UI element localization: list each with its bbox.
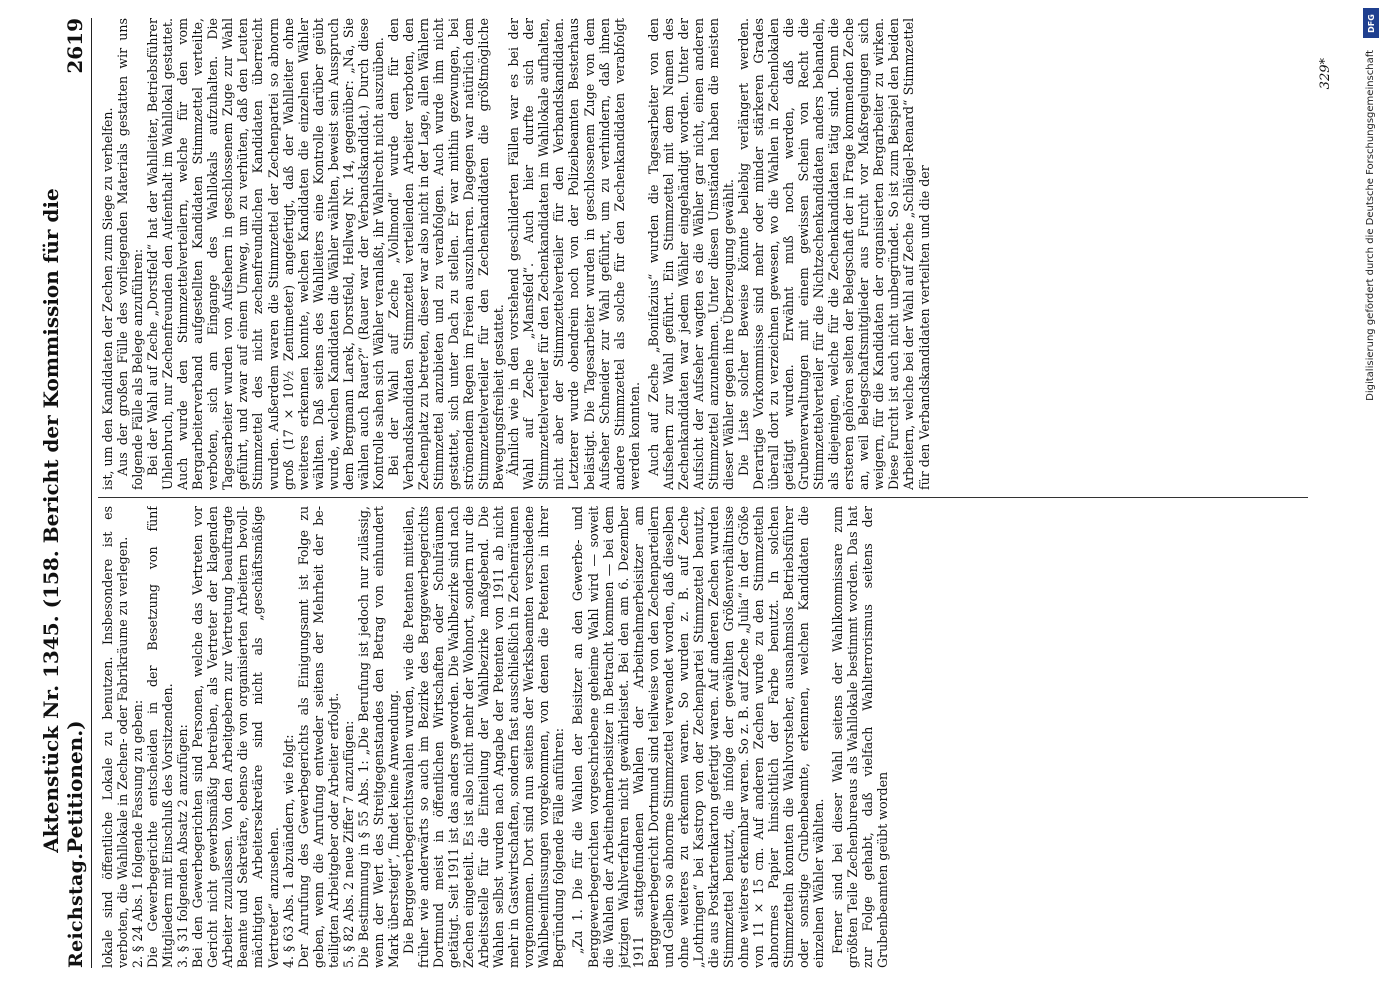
paragraph: Die Berggewerbegerichtswahlen wurden, wie die Petenten mitteilen, früher wie anderwärts so auch im Bezirke des Berggewerbegerichts Dortmund meist in öffentlichen Wirtschaften oder Schulräumen getätigt. Seit 1911 ist das anders geworden. Die Wahlbezirke sind nach Zechen eingeteilt. Es ist also nicht mehr der Wohnort, sondern nur die Arbeitsstelle für die Einteilung der Wahlbezirke maßgebend. Die Wahlen selbst wurden nach Angabe der Petenten von 1911 ab nicht mehr in Gastwirtschaften, sondern fast ausschließlich in Zechenräumen vorgenommen. Dort sind nun seitens der Werksbeamten verschiedene Wahlbeeinflussungen vorgekommen, von denen die Petenten in ihrer Begründung folgende Fälle anführen: [400,506,567,968]
paragraph: Ferner sind bei dieser Wahl seitens der Wahlkommissare zum größten Teile Zechenbureaus als Wahllokale bestimmt worden. Das hat zur Folge gehabt, daß vielfach Wahlterrorismus seitens der Grubenbeamten geübt worden [830,506,891,968]
column-divider [98,497,1308,498]
page-header [39,18,92,968]
paragraph: Bei den Gewerbegerichten sind Personen, welche das Vertreten vor Gericht nicht gewerbsmäßig betreiben, als Vertreter der klagenden Arbeiter zuzulassen. Von den Arbeitgebern zur Vertretung beauftragte Beamte und Sekretäre, ebenso die von organisierten Arbeitern bevollmächtigten Arbeitersekretäre sind nicht als „geschäftsmäßige Vertreter“ anzusehen. [190,506,281,968]
paragraph: Bei der Wahl auf Zeche „Vollmond“ wurde dem für den Verbandskandidaten Stimmzettel verteilenden Arbeiter verboten, den Zechenplatz zu betreten, dieser war also nicht in der Lage, allen Wählern Stimmzettel anzubieten und zu verabfolgen. Auch wurde ihm nicht gestattet, sich unter Dach zu stellen. Er war mithin gezwungen, bei strömendem Regen im Freien auszuharren. Dagegen war natürlich dem Stimmzettelverteiler für den Zechenkandidaten die größtmögliche Bewegungsfreiheit gestattet. [385,18,507,490]
paragraph: 2. § 24 Abs. 1 folgende Fassung zu geben: [130,699,146,968]
dfg-logo [1363,8,1379,38]
header-title: Aktenstück Nr. 1345. (158. Bericht der Kommission für die Petitionen.) [39,188,87,853]
paragraph: ist, um den Kandidaten der Zechen zum Siege zu verhelfen. [100,107,115,490]
paragraph: 3. § 31 folgenden Absatz 2 anzufügen: [175,724,191,968]
paragraph: Die Gewerbegerichte entscheiden in der Besetzung von fünf Mitgliedern mit Einschluß des Vorsitzenden. [145,506,176,968]
header-left: Reichstag. [65,852,87,968]
dfg-logo-text: DFG [1366,13,1376,33]
paragraph: 5. § 82 Abs. 2 neue Ziffer 7 anzufügen: [340,720,356,968]
credit-text: Digitalisierung gefördert durch die Deutsche Forschungsgemeinschaft [1365,50,1376,401]
left-column [100,506,1310,968]
paragraph: Die Liste solcher Beweise könnte beliebig verlängert werden. Derartige Vorkommnisse sind mehr oder minder stärkeren Grades überall dort zu verzeichnen gewesen, wo die Wahlen in Zechenlokalen getätigt wurden. Erwähnt muß noch werden, daß die Grubenverwaltungen mit einem gewissen Schein von Recht die Stimmzettelverteiler für die Nichtzechenkandidaten anders behandeln, als diejenigen, welche für die Zechenkandidaten tätig sind. Denn die ersteren gehören selten der Belegschaft der in Frage kommenden Zeche an, weil Belegschaftsmitglieder aus Furcht vor Maßregelungen sich weigern, für die Kandidaten der organisierten Bergarbeiter zu wirken. Diese Furcht ist auch nicht unbegründet. So ist zum Beispiel den beiden Arbeitern, welche bei der Wahl auf Zeche „Schlägel-Renard“ Stimmzettel für den Verbandskandidaten verteilten und die der [735,18,932,490]
digitization-credit [1360,14,1382,989]
paragraph: „Zu 1. Die für die Wahlen der Beisitzer an den Gewerbe- und Berggewerbegerichten vorgeschriebene geheime Wahl wird — soweit die Wahlen der Arbeitnehmerbeisitzer in Betracht kommen — bei dem jetzigen Wahlverfahren nicht gewährleistet. Bei den am 6. Dezember 1911 stattgefundenen Wahlen der Arbeitnehmerbeisitzer am Berggewerbegericht Dortmund sind teilweise von den Zechenparteilern und Gelben so abnorme Stimmzettel verwendet worden, daß dieselben ohne weiteres zu erkennen waren. So wurden z. B. auf Zeche „Lothringen“ bei Kastrop von der Zechenpartei Stimmzettel benutzt, die aus Postkartenkarton gefertigt waren. Auf anderen Zechen wurden Stimmzettel benutzt, die infolge der gewählten Größenverhältnisse ohne weiteres erkennbar waren. So z. B. auf Zeche „Julia“ in der Größe von 11 × 15 cm. Auf anderen Zechen wurde zu den Stimmzetteln abnormes Papier hinsichtlich der Farbe benutzt. In solchen Stimmzetteln konnten die Wahlvorsteher, ausnahmslos Betriebsführer oder sonstige Grubenbeamte, erkennen, welchen Kandidaten die einzelnen Wähler wählten. [570,506,827,968]
paragraph: Die Bestimmung in § 55 Abs. 1: „Die Berufung ist jedoch nur zulässig, wenn der Wert des Streitgegenstandes den Betrag von einhundert Mark übersteigt“, findet keine Anwendung. [355,506,401,968]
page-number: 2619 [63,18,87,74]
paragraph: Aus der großen Fülle des vorliegenden Materials gestatten wir uns folgende Fälle als Belege anzuführen: [115,18,146,490]
paragraph: Bei der Wahl auf Zeche „Dorstfeld“ hat der Wahlleiter, Betriebsführer Uhlenbruch, nur Zechenfreunden den Aufenthalt im Wahllokal gestattet. Auch wurde den Stimmzettelverteilern, welche für den vom Bergarbeiterverband aufgestellten Kandidaten Stimmzettel verteilte, verboten, sich am Eingange des Wahllokals aufzuhalten. Die Tagesarbeiter wurden von Aufsehern in geschlossenem Zuge zur Wahl geführt, und zwar auf einem Umweg, um zu verhüten, daß den Leuten Stimmzettel des nicht zechenfreundlichen Kandidaten überreicht wurden. Außerdem waren die Stimmzettel der Zechenpartei so abnorm groß (17 × 10½ Zentimeter) angefertigt, daß der Wahlleiter ohne weiteres erkennen konnte, welchen Kandidaten die einzelnen Wähler wählten. Daß seitens des Wahlleiters eine Kontrolle darüber geübt wurde, welchen Kandidaten die Wähler wählten, beweist sein Ausspruch dem Bergmann Larek, Dorstfeld, Hellweg Nr. 14, gegenüber: „Na, Sie wählen auch Rauer?“ (Rauer war der Verbandskandidat.) Durch diese Kontrolle sahen sich Wähler veranlaßt, ihr Wahlrecht nicht auszuüben. [145,18,386,490]
paragraph: Auch auf Zeche „Bonifazius“ wurden die Tagesarbeiter von den Aufsehern zur Wahl geführt. Ein Stimmzettel mit dem Namen des Zechenkandidaten war jedem Wähler eingehändigt worden. Unter der Aufsicht der Aufseher wagten es die Wähler gar nicht, einen anderen Stimmzettel anzunehmen. Unter diesen Umständen haben die meisten dieser Wähler gegen ihre Überzeugung gewählt. [645,18,736,490]
paragraph: Ähnlich wie in den vorstehend geschilderten Fällen war es bei der Wahl auf Zeche „Mansfeld“. Auch hier durfte sich der Stimmzettelverteiler für den Zechenkandidaten im Wahllokale aufhalten, nicht aber der Stimmzettelverteiler für den Verbandskandidaten. Letzterer wurde obendrein noch von der Polizeibeamten Besterhaus belästigt. Die Tagesarbeiter wurden in geschlossenem Zuge von dem Aufseher Schneider zur Wahl geführt, um zu verhindern, daß ihnen andere Stimmzettel als solche für den Zechenkandidaten verabfolgt werden konnten. [506,18,642,490]
right-column [100,18,1310,490]
paragraph: lokale sind öffentliche Lokale zu benutzen. Insbesondere ist es verboten, die Wahllokale in Zechen- oder Fabrikräume zu verlegen. [100,506,131,968]
footer-mark: 329* [1318,58,1333,90]
paragraph: Der Anrufung des Gewerbegerichts als Einigungsamt ist Folge zu geben, wenn die Anrufung entweder seitens der Mehrheit der beteiligten Arbeitgeber oder Arbeiter erfolgt. [295,506,341,968]
paragraph: 4. § 63 Abs. 1 abzuändern, wie folgt: [280,734,296,968]
